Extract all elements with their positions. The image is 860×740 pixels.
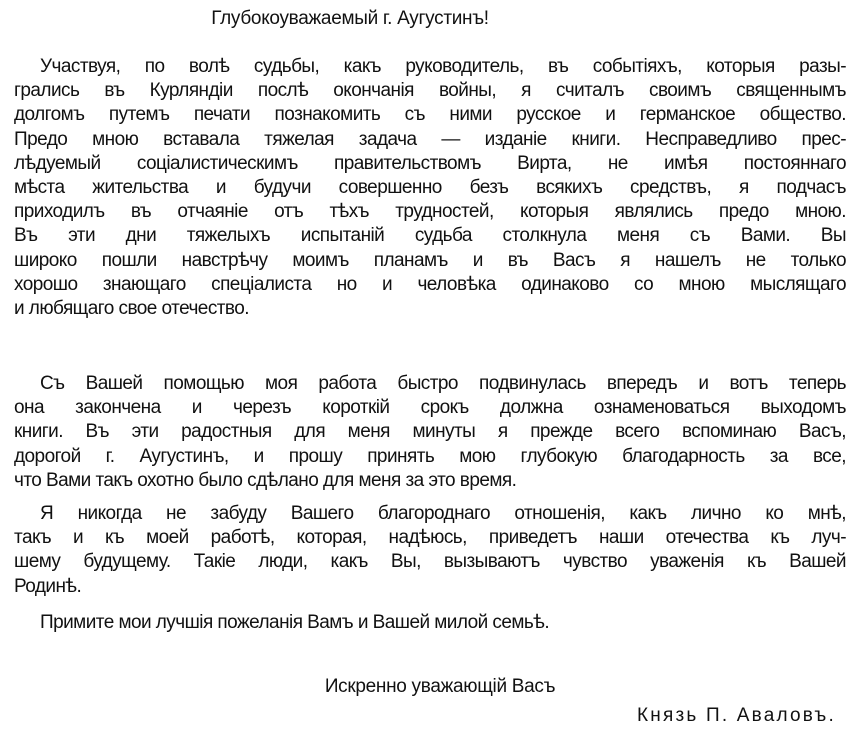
text-line: приходилъ въ отчаянiе отъ тѣхъ трудностей, которыя являлись предо мною. (14, 201, 846, 223)
text-line: Примите мои лучшiя пожеланiя Вамъ и Вашей милой семьѣ. (40, 612, 550, 633)
text-line: мѣста жительства и будучи совершенно безъ всякихъ средствъ, я подчасъ (14, 176, 846, 198)
text-line: что Вами такъ охотно было сдѣлано для меня за это время. (14, 469, 517, 491)
text-line: Предо мною вставала тяжелая задача — изданiе книги. Несправедливо прес- (14, 128, 846, 150)
paragraph-1 (14, 55, 846, 321)
text-line: она закончена и черезъ короткiй срокъ должна ознаменоваться выходомъ (14, 397, 846, 419)
text-line: книги. Въ эти радостныя для меня минуты я прежде всего вспоминаю Васъ, (14, 421, 846, 443)
text-line: Съ Вашей помощью моя работа быстро подвинулась впередъ и вотъ теперь (40, 373, 846, 394)
paragraph-4 (14, 611, 846, 635)
text-line: грались въ Курляндiи послѣ окончанiя войны, я считалъ своимъ священнымъ (14, 80, 846, 102)
text-line: Въ эти дни тяжелыхъ испытанiй судьба столкнула меня съ Вами. Вы (14, 225, 846, 247)
text-line: лѣдуемый соцiалистическимъ правительствомъ Вирта, не имѣя постояннаго (14, 152, 846, 174)
text-line: Участвуя, по волѣ судьбы, какъ руководитель, въ событiяхъ, которыя разы- (40, 56, 846, 77)
text-line: долгомъ путемъ печати познакомить съ ними русское и германское общество. (14, 104, 846, 126)
signature: Князь П. Аваловъ. (637, 705, 836, 726)
text-line: и любящаго свое отечество. (14, 297, 250, 319)
text-line: Родинѣ. (14, 575, 82, 597)
text-line: дорогой г. Аугустинъ, и прошу принять мою глубокую благодарность за все, (14, 445, 846, 467)
paragraph-3 (14, 502, 846, 599)
closing: Искренно уважающiй Васъ (324, 676, 556, 697)
text-line: хорошо знающаго спецiалиста но и человѣка одинаково со мною мыслящаго (14, 273, 846, 295)
text-line: Я никогда не забуду Вашего благороднаго отношенiя, какъ лично ко мнѣ, (40, 503, 846, 524)
paragraph-2 (14, 372, 846, 493)
text-line: такъ и къ моей работѣ, которая, надѣюсь, приведетъ наши отечества къ луч- (14, 527, 846, 549)
salutation: Глубокоуважаемый г. Аугустинъ! (211, 8, 489, 29)
text-line: шему будущему. Такiе люди, какъ Вы, вызываютъ чувство уваженiя къ Вашей (14, 551, 846, 573)
text-line: широко пошли навстрѣчу моимъ планамъ и въ Васъ я нашелъ не только (14, 249, 846, 271)
